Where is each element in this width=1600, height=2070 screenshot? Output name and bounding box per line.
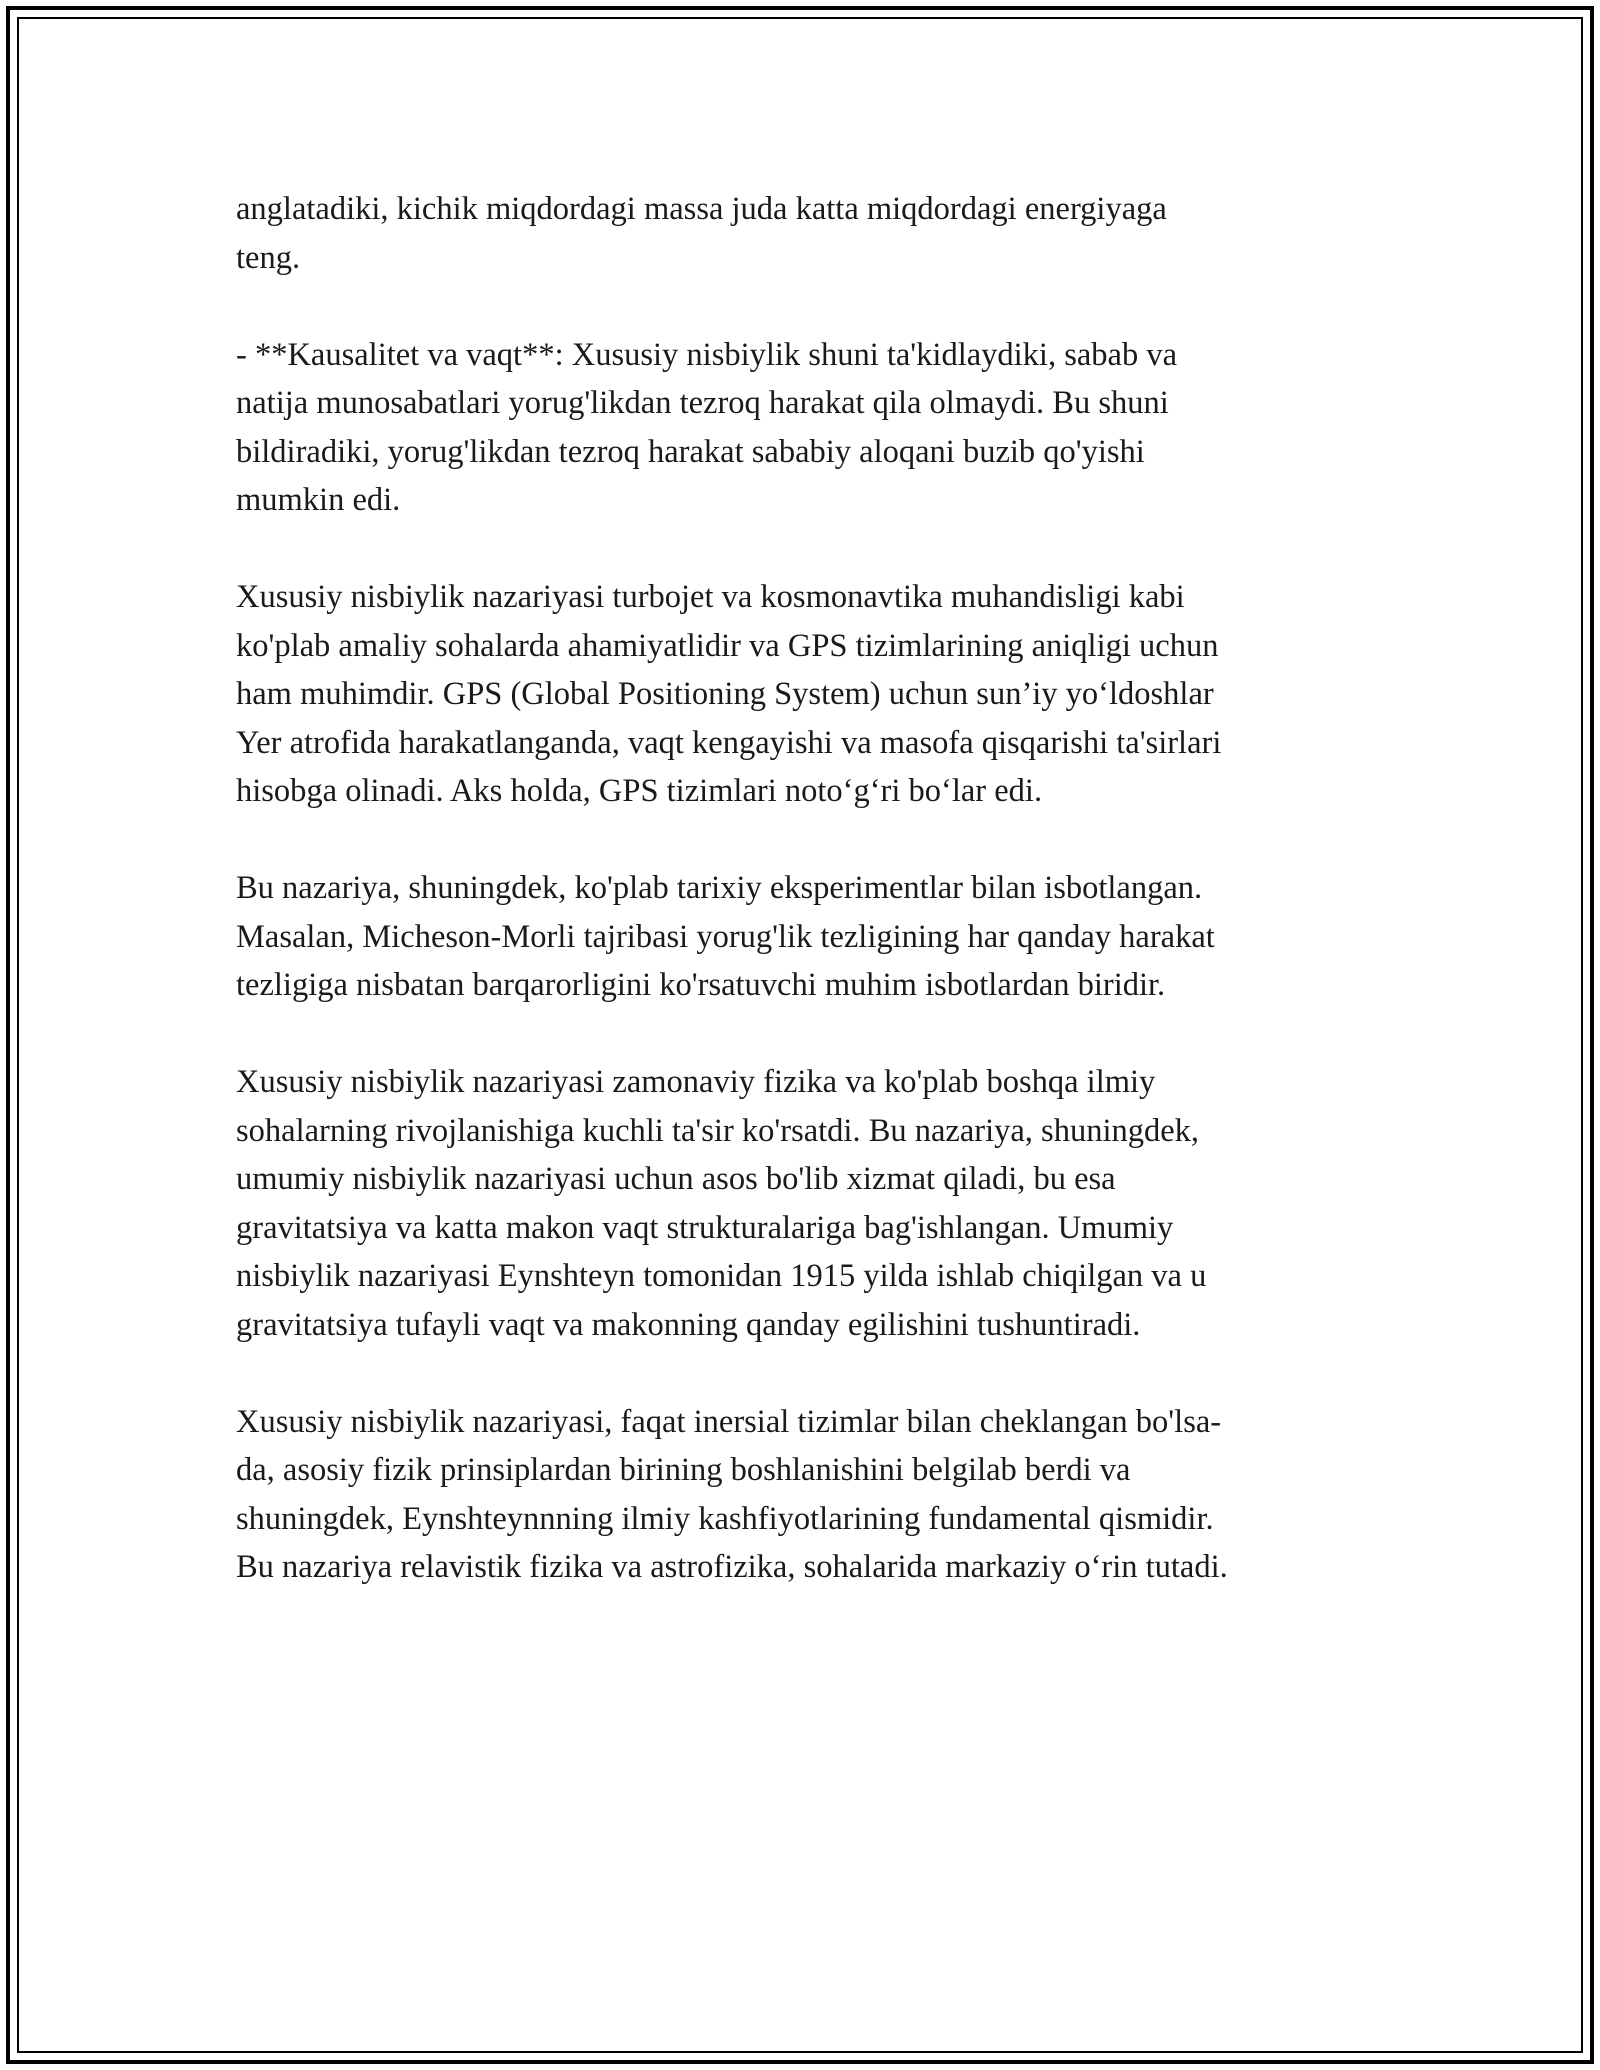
paragraph-mass-energy bbox=[236, 185, 1366, 282]
text-line: Xususiy nisbiylik nazariyasi turbojet va kosmonavtika muhandisligi kabi bbox=[236, 579, 1185, 615]
text-line: ham muhimdir. GPS (Global Positioning System) uchun sun’iy yo‘ldoshlar bbox=[236, 676, 1214, 712]
text-line: Bu nazariya, shuningdek, ko'plab tarixiy eksperimentlar bilan isbotlangan. bbox=[236, 870, 1203, 906]
paragraph-gps bbox=[236, 573, 1366, 816]
text-line: umumiy nisbiylik nazariyasi uchun asos bo'lib xizmat qiladi, bu esa bbox=[236, 1161, 1116, 1197]
text-line: tezligiga nisbatan barqarorligini ko'rsatuvchi muhim isbotlardan biridir. bbox=[236, 967, 1166, 1003]
text-line: da, asosiy fizik prinsiplardan birining boshlanishini belgilab berdi va bbox=[236, 1452, 1131, 1488]
paragraph-causality bbox=[236, 331, 1366, 525]
text-line: shuningdek, Eynshteynnning ilmiy kashfiyotlarining fundamental qismidir. bbox=[236, 1500, 1214, 1537]
text-line: Yer atrofida harakatlanganda, vaqt kengayishi va masofa qisqarishi ta'sirlari bbox=[236, 724, 1222, 761]
paragraph-experiments bbox=[236, 864, 1366, 1010]
text-line: sohalarning rivojlanishiga kuchli ta'sir ko'rsatdi. Bu nazariya, shuningdek, bbox=[236, 1112, 1200, 1149]
text-line: hisobga olinadi. Aks holda, GPS tizimlari noto‘g‘ri bo‘lar edi. bbox=[236, 773, 1043, 809]
text-line: Masalan, Micheson-Morli tajribasi yorug'lik tezligining har qanday harakat bbox=[236, 918, 1215, 955]
text-line: gravitatsiya va katta makon vaqt strukturalariga bag'ishlangan. Umumiy bbox=[236, 1209, 1174, 1246]
text-line: gravitatsiya tufayli vaqt va makonning qanday egilishini tushuntiradi. bbox=[236, 1306, 1141, 1343]
paragraph-modern-physics bbox=[236, 1058, 1366, 1349]
paragraph-conclusion bbox=[236, 1398, 1366, 1592]
text-line: natija munosabatlari yorug'likdan tezroq harakat qila olmaydi. Bu shuni bbox=[236, 385, 1169, 421]
text-line: Xususiy nisbiylik nazariyasi zamonaviy fizika va ko'plab boshqa ilmiy bbox=[236, 1064, 1156, 1100]
text-line: bildiradiki, yorug'likdan tezroq harakat sababiy aloqani buzib qo'yishi bbox=[236, 433, 1145, 470]
text-line: - **Kausalitet va vaqt**: Xususiy nisbiylik shuni ta'kidlaydiki, sabab va bbox=[236, 336, 1178, 373]
text-line: Bu nazariya relavistik fizika va astrofizika, sohalarida markaziy o‘rin tutadi. bbox=[236, 1549, 1228, 1585]
text-line: mumkin edi. bbox=[236, 482, 401, 518]
text-line: Xususiy nisbiylik nazariyasi, faqat inersial tizimlar bilan cheklangan bo'lsa- bbox=[236, 1403, 1222, 1440]
text-line: anglatadiki, kichik miqdordagi massa juda katta miqdordagi energiyaga bbox=[236, 191, 1167, 227]
text-line: ko'plab amaliy sohalarda ahamiyatlidir va GPS tizimlarining aniqligi uchun bbox=[236, 627, 1219, 664]
document-body bbox=[236, 185, 1366, 1640]
text-line: nisbiylik nazariyasi Eynshteyn tomonidan 1915 yilda ishlab chiqilgan va u bbox=[236, 1258, 1207, 1294]
text-line: teng. bbox=[236, 239, 301, 276]
